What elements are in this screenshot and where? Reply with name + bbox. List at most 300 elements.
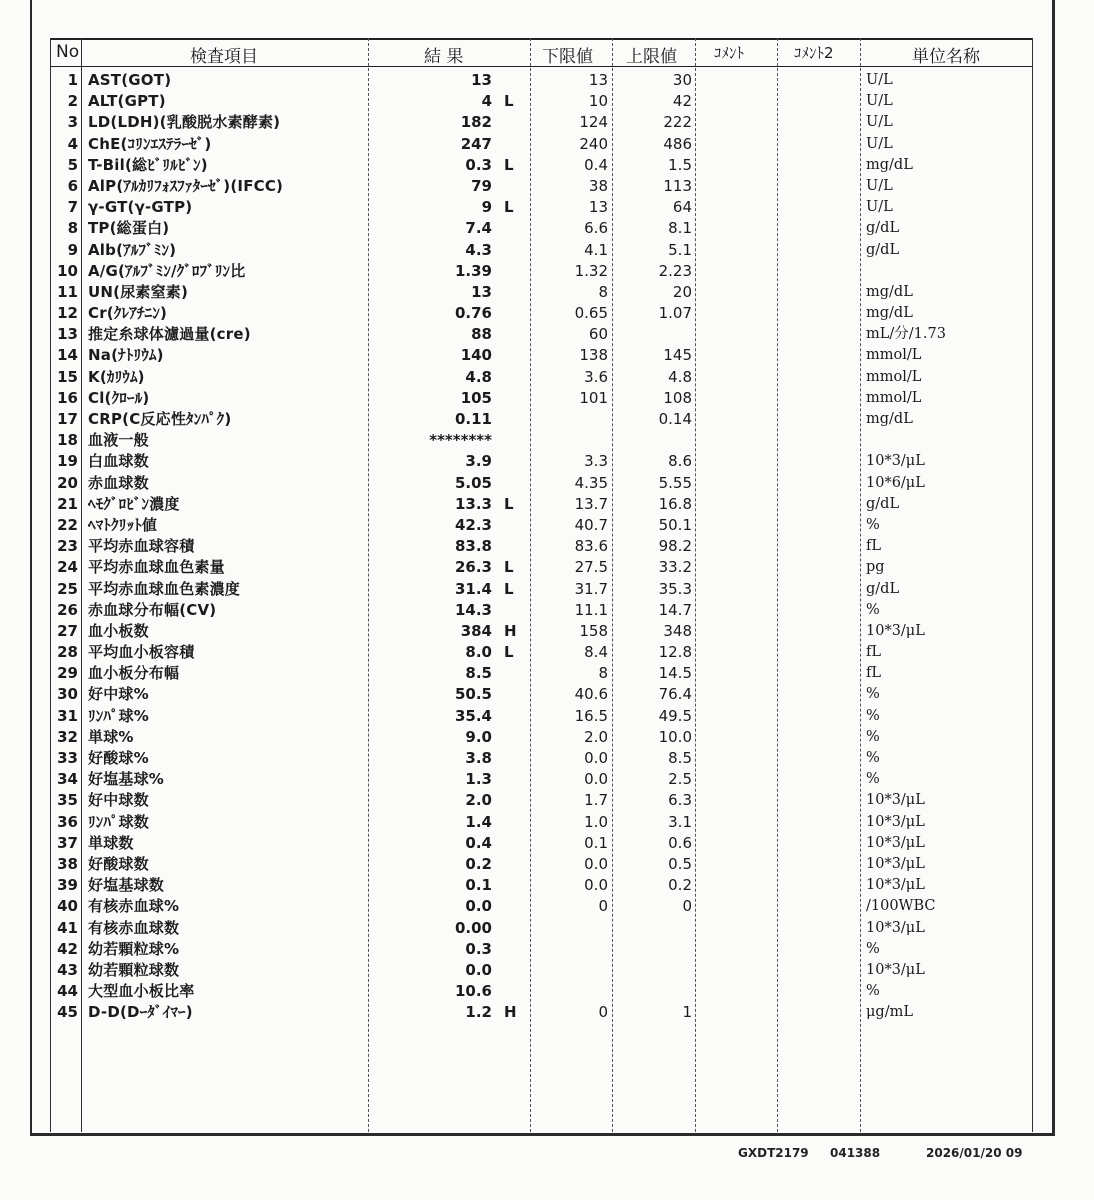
- upper-limit: 12.8: [658, 643, 692, 662]
- test-name: A/G(ｱﾙﾌﾞﾐﾝ/ｸﾞﾛﾌﾞﾘﾝ比: [88, 261, 246, 280]
- test-name: TP(総蛋白): [88, 219, 170, 238]
- result-value: 9.0: [465, 727, 492, 746]
- footer-code: GXDT2179: [738, 1146, 809, 1160]
- result-value: 1.4: [465, 812, 492, 831]
- row-number: 45: [57, 1003, 78, 1022]
- unit-name: mmol/L: [866, 389, 922, 406]
- upper-limit: 8.1: [668, 219, 692, 238]
- row-number: 11: [57, 282, 78, 301]
- unit-name: fL: [866, 644, 881, 661]
- lower-limit: 31.7: [574, 579, 608, 598]
- result-value: 31.4: [454, 579, 492, 598]
- upper-limit: 0.6: [668, 833, 692, 852]
- row-number: 6: [67, 176, 78, 195]
- row-number: 33: [57, 749, 78, 767]
- unit-name: U/L: [866, 177, 893, 194]
- test-name: UN(尿素窒素): [88, 282, 189, 301]
- upper-limit: 0.2: [668, 876, 692, 895]
- lower-limit: 101: [579, 388, 608, 407]
- upper-limit: 35.3: [658, 579, 692, 598]
- abnormal-flag: L: [504, 92, 514, 111]
- table-row: [50, 430, 1032, 451]
- result-value: 79: [471, 176, 492, 195]
- upper-limit: 14.7: [658, 600, 692, 619]
- unit-name: U/L: [866, 93, 893, 110]
- result-value: 0.0: [465, 897, 492, 916]
- lower-limit: 27.5: [574, 558, 608, 577]
- header-upper: 上限値: [626, 47, 677, 67]
- row-number: 5: [67, 155, 78, 174]
- test-name: γ-GT(γ-GTP): [88, 198, 193, 217]
- row-number: 26: [57, 600, 78, 619]
- table-row: [50, 240, 1032, 261]
- unit-name: mL/分/1.73: [866, 326, 946, 343]
- table-row: [50, 748, 1032, 769]
- test-name: 有核赤血球%: [88, 897, 180, 916]
- test-name: 好塩基球%: [88, 770, 165, 789]
- upper-limit: 0: [682, 897, 692, 916]
- upper-limit: 20: [672, 282, 692, 301]
- header-comment2: ｺﾒﾝﾄ2: [794, 44, 834, 62]
- table-row: [50, 854, 1032, 875]
- unit-name: mg/dL: [866, 411, 913, 427]
- lower-limit: 13: [588, 198, 608, 217]
- lower-limit: 11.1: [574, 600, 608, 619]
- table-row: [50, 1002, 1032, 1023]
- table-row: [50, 621, 1032, 642]
- row-number: 41: [57, 918, 78, 937]
- lower-limit: 0.0: [584, 876, 608, 895]
- test-name: 血小板分布幅: [88, 664, 180, 683]
- lower-limit: 40.6: [574, 685, 608, 704]
- unit-name: 10*3/μL: [866, 813, 925, 830]
- row-number: 18: [57, 431, 78, 450]
- result-value: ********: [429, 431, 492, 450]
- result-value: 8.5: [465, 664, 492, 683]
- table-row: [50, 70, 1032, 91]
- unit-name: %: [866, 771, 880, 788]
- row-number: 10: [57, 261, 78, 280]
- row-number: 23: [57, 537, 78, 556]
- unit-name: 10*3/μL: [866, 877, 925, 894]
- result-value: 0.76: [454, 304, 492, 323]
- test-name: 幼若顆粒球%: [88, 939, 180, 958]
- abnormal-flag: L: [504, 579, 514, 598]
- table-row: [50, 155, 1032, 176]
- upper-limit: 5.55: [658, 473, 692, 492]
- row-number: 20: [57, 473, 78, 492]
- upper-limit: 33.2: [658, 558, 692, 577]
- upper-limit: 2.23: [658, 261, 692, 280]
- lower-limit: 1.7: [584, 791, 608, 810]
- test-name: 血液一般: [88, 431, 149, 450]
- upper-limit: 348: [663, 621, 692, 640]
- result-value: 384: [460, 621, 492, 640]
- row-number: 3: [67, 113, 78, 132]
- unit-name: 10*6/μL: [866, 474, 925, 491]
- test-name: 好中球数: [88, 791, 149, 810]
- result-value: 182: [460, 113, 492, 132]
- row-number: 24: [57, 558, 78, 577]
- test-name: Alb(ｱﾙﾌﾞﾐﾝ): [88, 240, 177, 259]
- result-value: 140: [460, 346, 492, 365]
- abnormal-flag: H: [504, 621, 517, 640]
- result-value: 0.4: [465, 833, 492, 852]
- table-row: [50, 706, 1032, 727]
- lower-limit: 3.3: [584, 452, 608, 471]
- result-value: 10.6: [454, 982, 492, 1001]
- test-name: 単球%: [88, 727, 134, 746]
- row-number: 16: [57, 388, 78, 407]
- row-number: 44: [57, 982, 78, 1001]
- unit-name: 10*3/μL: [866, 792, 925, 809]
- table-row: [50, 663, 1032, 684]
- result-value: 83.8: [454, 537, 492, 556]
- test-name: 白血球数: [88, 452, 149, 471]
- lower-limit: 0.0: [584, 854, 608, 873]
- test-name: ﾘﾝﾊﾟ球数: [88, 812, 150, 831]
- unit-name: %: [866, 601, 880, 618]
- table-row: [50, 91, 1032, 112]
- unit-name: 10*3/μL: [866, 834, 925, 851]
- result-value: 42.3: [454, 515, 492, 534]
- result-value: 26.3: [454, 558, 492, 577]
- unit-name: mmol/L: [866, 368, 922, 385]
- row-number: 19: [57, 452, 78, 471]
- row-number: 39: [57, 876, 78, 895]
- test-name: ﾍﾓｸﾞﾛﾋﾞﾝ濃度: [88, 494, 180, 513]
- unit-name: U/L: [866, 199, 893, 216]
- result-value: 0.2: [465, 854, 492, 873]
- upper-limit: 3.1: [668, 812, 692, 831]
- row-number: 4: [67, 134, 78, 153]
- row-number: 2: [67, 92, 78, 111]
- lower-limit: 8.4: [584, 643, 608, 662]
- test-name: 推定糸球体濾過量(cre): [88, 325, 251, 344]
- upper-limit: 5.1: [668, 240, 692, 259]
- upper-limit: 486: [663, 134, 692, 153]
- unit-name: mmol/L: [866, 347, 922, 364]
- row-number: 40: [57, 897, 78, 916]
- result-value: 247: [460, 134, 492, 153]
- lower-limit: 0.4: [584, 155, 608, 174]
- table-row: [50, 600, 1032, 621]
- unit-name: 10*3/μL: [866, 622, 925, 639]
- test-name: Cr(ｸﾚｱﾁﾆﾝ): [88, 304, 168, 323]
- abnormal-flag: L: [504, 558, 514, 577]
- table-row: [50, 367, 1032, 388]
- table-row: [50, 896, 1032, 917]
- table-row: [50, 345, 1032, 366]
- row-number: 21: [57, 494, 78, 513]
- lower-limit: 16.5: [574, 706, 608, 725]
- lower-limit: 124: [579, 113, 608, 132]
- table-row: [50, 197, 1032, 218]
- table-row: [50, 218, 1032, 239]
- table-row: [50, 388, 1032, 409]
- test-name: Cl(ｸﾛｰﾙ): [88, 388, 150, 407]
- abnormal-flag: L: [504, 643, 514, 662]
- unit-name: U/L: [866, 114, 893, 131]
- test-name: ﾘﾝﾊﾟ球%: [88, 706, 150, 725]
- unit-name: 10*3/μL: [866, 453, 925, 470]
- upper-limit: 16.8: [658, 494, 692, 513]
- row-number: 42: [57, 939, 78, 958]
- lower-limit: 0: [598, 897, 608, 916]
- upper-limit: 10.0: [658, 727, 692, 746]
- upper-limit: 6.3: [668, 791, 692, 810]
- lower-limit: 1.32: [574, 261, 608, 280]
- test-name: 血小板数: [88, 621, 149, 640]
- upper-limit: 4.8: [668, 367, 692, 386]
- upper-limit: 113: [663, 176, 692, 195]
- lower-limit: 0.0: [584, 749, 608, 767]
- test-name: K(ｶﾘｳﾑ): [88, 367, 145, 386]
- page-left-edge: [30, 0, 32, 1135]
- test-name: LD(LDH)(乳酸脱水素酵素): [88, 113, 281, 132]
- result-value: 14.3: [454, 600, 492, 619]
- row-number: 32: [57, 727, 78, 746]
- table-row: [50, 451, 1032, 472]
- row-number: 7: [67, 198, 78, 217]
- row-number: 43: [57, 960, 78, 979]
- lower-limit: 60: [588, 325, 608, 344]
- row-number: 15: [57, 367, 78, 386]
- unit-name: U/L: [866, 72, 893, 88]
- footer-number: 041388: [830, 1146, 881, 1160]
- row-number: 36: [57, 812, 78, 831]
- result-value: 5.05: [454, 473, 492, 492]
- result-value: 88: [471, 325, 492, 344]
- test-name: 単球数: [88, 833, 134, 852]
- test-name: 平均赤血球血色素濃度: [88, 579, 241, 598]
- result-value: 3.8: [465, 749, 492, 767]
- upper-limit: 108: [663, 388, 692, 407]
- test-name: 好酸球数: [88, 854, 149, 873]
- unit-name: %: [866, 707, 880, 724]
- unit-name: U/L: [866, 135, 893, 152]
- test-name: Na(ﾅﾄﾘｳﾑ): [88, 346, 164, 365]
- upper-limit: 1.5: [668, 155, 692, 174]
- result-value: 0.00: [454, 918, 492, 937]
- result-value: 1.3: [465, 770, 492, 789]
- unit-name: mg/dL: [866, 156, 913, 173]
- abnormal-flag: L: [504, 155, 514, 174]
- test-name: 大型血小板比率: [88, 982, 195, 1001]
- test-name: 赤血球数: [88, 473, 149, 492]
- test-name: 有核赤血球数: [88, 918, 180, 937]
- result-value: 0.3: [465, 155, 492, 174]
- lower-limit: 6.6: [584, 219, 608, 238]
- lower-limit: 10: [588, 92, 608, 111]
- table-row: [50, 557, 1032, 578]
- table-row: [50, 960, 1032, 981]
- unit-name: 10*3/μL: [866, 855, 925, 872]
- table-row: [50, 684, 1032, 705]
- test-name: AST(GOT): [88, 71, 172, 89]
- unit-name: fL: [866, 665, 881, 682]
- unit-name: mg/dL: [866, 305, 913, 322]
- upper-limit: 50.1: [658, 515, 692, 534]
- lower-limit: 1.0: [584, 812, 608, 831]
- table-row: [50, 579, 1032, 600]
- header-item: 検査項目: [190, 47, 258, 67]
- result-value: 13: [471, 282, 492, 301]
- result-value: 0.0: [465, 960, 492, 979]
- lower-limit: 0.0: [584, 770, 608, 789]
- table-row: [50, 790, 1032, 811]
- upper-limit: 1: [682, 1003, 692, 1022]
- upper-limit: 14.5: [658, 664, 692, 683]
- abnormal-flag: L: [504, 198, 514, 217]
- lower-limit: 83.6: [574, 537, 608, 556]
- result-value: 9: [481, 198, 492, 217]
- unit-name: g/dL: [866, 580, 900, 597]
- test-name: T-Bil(総ﾋﾞﾘﾙﾋﾞﾝ): [88, 155, 208, 174]
- unit-name: %: [866, 728, 880, 745]
- row-number: 30: [57, 685, 78, 704]
- table-row: [50, 536, 1032, 557]
- result-value: 50.5: [454, 685, 492, 704]
- row-number: 17: [57, 410, 78, 428]
- row-number: 28: [57, 643, 78, 662]
- unit-name: %: [866, 940, 880, 957]
- upper-limit: 64: [672, 198, 692, 217]
- result-value: 13.3: [454, 494, 492, 513]
- upper-limit: 76.4: [658, 685, 692, 704]
- test-name: ﾍﾏﾄｸﾘｯﾄ値: [88, 515, 158, 534]
- unit-name: g/dL: [866, 241, 900, 258]
- lower-limit: 4.1: [584, 240, 608, 259]
- upper-limit: 1.07: [658, 304, 692, 323]
- header-lower: 下限値: [542, 47, 593, 67]
- lower-limit: 158: [579, 621, 608, 640]
- result-value: 105: [460, 388, 492, 407]
- result-value: 13: [471, 71, 492, 89]
- row-number: 12: [57, 304, 78, 323]
- lower-limit: 4.35: [574, 473, 608, 492]
- result-value: 0.11: [454, 410, 492, 428]
- lower-limit: 8: [598, 282, 608, 301]
- table-row: [50, 875, 1032, 896]
- row-number: 8: [67, 219, 78, 238]
- upper-limit: 0.5: [668, 854, 692, 873]
- table-row: [50, 473, 1032, 494]
- row-number: 37: [57, 833, 78, 852]
- result-value: 1.2: [465, 1003, 492, 1022]
- test-name: 好酸球%: [88, 749, 149, 767]
- upper-limit: 30: [672, 71, 692, 89]
- table-row: [50, 918, 1032, 939]
- table-row: [50, 282, 1032, 303]
- unit-name: 10*3/μL: [866, 919, 925, 936]
- unit-name: fL: [866, 538, 881, 555]
- row-number: 1: [67, 71, 78, 89]
- upper-limit: 2.5: [668, 770, 692, 789]
- test-name: 赤血球分布幅(CV): [88, 600, 217, 619]
- table-row: [50, 515, 1032, 536]
- test-name: 好中球%: [88, 685, 149, 704]
- result-value: 4: [481, 92, 492, 111]
- result-value: 35.4: [454, 706, 492, 725]
- result-value: 7.4: [465, 219, 492, 238]
- header-no: No: [56, 42, 80, 62]
- table-row: [50, 727, 1032, 748]
- lower-limit: 13: [588, 71, 608, 89]
- table-row: [50, 494, 1032, 515]
- table-row: [50, 642, 1032, 663]
- unit-name: %: [866, 516, 880, 533]
- upper-limit: 98.2: [658, 537, 692, 556]
- test-name: 平均赤血球容積: [88, 537, 195, 556]
- test-name: 幼若顆粒球数: [88, 960, 180, 979]
- table-row: [50, 176, 1032, 197]
- lower-limit: 2.0: [584, 727, 608, 746]
- row-number: 27: [57, 621, 78, 640]
- unit-name: %: [866, 686, 880, 703]
- lower-limit: 3.6: [584, 367, 608, 386]
- row-number: 9: [67, 240, 78, 259]
- upper-limit: 145: [663, 346, 692, 365]
- result-value: 3.9: [465, 452, 492, 471]
- table-row: [50, 303, 1032, 324]
- unit-name: pg: [866, 559, 885, 576]
- table-row: [50, 112, 1032, 133]
- unit-name: %: [866, 983, 880, 1000]
- results-table-body: [50, 70, 1032, 1023]
- result-value: 0.1: [465, 876, 492, 895]
- lower-limit: 240: [579, 134, 608, 153]
- result-value: 0.3: [465, 939, 492, 958]
- column-divider: [1032, 38, 1033, 1132]
- test-name: D-D(Dｰﾀﾞｲﾏｰ): [88, 1003, 193, 1022]
- lower-limit: 8: [598, 664, 608, 683]
- table-row: [50, 261, 1032, 282]
- row-number: 25: [57, 579, 78, 598]
- lower-limit: 0: [598, 1003, 608, 1022]
- row-number: 13: [57, 325, 78, 344]
- page-right-edge: [1052, 0, 1055, 1135]
- table-row: [50, 134, 1032, 155]
- lower-limit: 40.7: [574, 515, 608, 534]
- upper-limit: 0.14: [658, 410, 692, 428]
- unit-name: μg/mL: [866, 1004, 913, 1021]
- upper-limit: 222: [663, 113, 692, 132]
- upper-limit: 42: [672, 92, 692, 111]
- row-number: 31: [57, 706, 78, 725]
- test-name: 好塩基球数: [88, 876, 165, 895]
- lower-limit: 0.65: [574, 304, 608, 323]
- table-row: [50, 833, 1032, 854]
- row-number: 38: [57, 854, 78, 873]
- result-value: 2.0: [465, 791, 492, 810]
- unit-name: 10*3/μL: [866, 961, 925, 978]
- unit-name: mg/dL: [866, 283, 913, 300]
- test-name: CRP(C反応性ﾀﾝﾊﾟｸ): [88, 410, 232, 428]
- abnormal-flag: L: [504, 494, 514, 513]
- row-number: 35: [57, 791, 78, 810]
- test-name: ChE(ｺﾘﾝｴｽﾃﾗｰｾﾞ): [88, 134, 212, 153]
- result-value: 8.0: [465, 643, 492, 662]
- table-row: [50, 769, 1032, 790]
- test-name: 平均赤血球血色素量: [88, 558, 225, 577]
- row-number: 14: [57, 346, 78, 365]
- unit-name: g/dL: [866, 495, 900, 512]
- table-row: [50, 981, 1032, 1002]
- row-number: 22: [57, 515, 78, 534]
- abnormal-flag: H: [504, 1003, 517, 1022]
- test-name: ALT(GPT): [88, 92, 166, 111]
